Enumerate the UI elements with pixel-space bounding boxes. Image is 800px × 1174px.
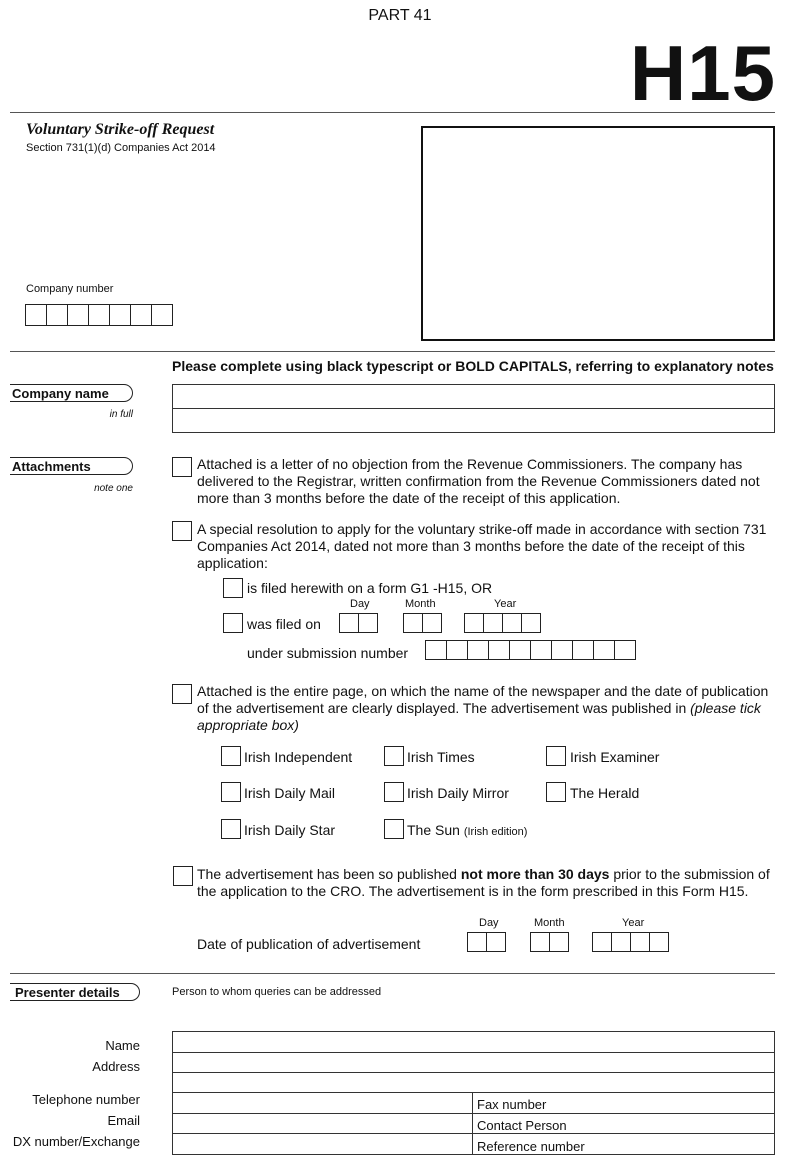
digit-cell[interactable] [151, 304, 173, 326]
newspaper-page-checkbox[interactable] [172, 684, 192, 704]
filed-year-field[interactable] [464, 613, 541, 633]
email-label: Email [107, 1113, 140, 1128]
newspaper-page-text [197, 683, 775, 734]
year-cell[interactable] [502, 613, 522, 633]
pub-day-label: Day [479, 917, 499, 929]
filed-month-field[interactable] [403, 613, 442, 633]
revenue-letter-checkbox[interactable] [172, 457, 192, 477]
attachments-sublabel: note one [94, 483, 133, 494]
submission-number-label: under submission number [247, 645, 409, 661]
submission-cell[interactable] [593, 640, 615, 660]
irish-times-label: Irish Times [407, 749, 475, 765]
presenter-details-tab: Presenter details [10, 983, 140, 1001]
the-herald-label: The Herald [570, 785, 640, 801]
irish-independent-label: Irish Independent [244, 749, 353, 765]
irish-daily-mail-checkbox[interactable] [221, 782, 241, 802]
irish-daily-mirror-checkbox[interactable] [384, 782, 404, 802]
contact-person-label: Contact Person [477, 1118, 567, 1133]
newspaper-page-main: Attached is the entire page, on which the name of the newspaper and the date of publication of the advertisement are clearly displayed. The advertisement was published in [197, 683, 769, 716]
form-code: H15 [629, 29, 776, 117]
office-stamp-box [421, 126, 775, 341]
digit-cell[interactable] [25, 304, 47, 326]
the-sun-checkbox[interactable] [384, 819, 404, 839]
submission-cell[interactable] [572, 640, 594, 660]
submission-cell[interactable] [509, 640, 531, 660]
filed-herewith-text: is filed herewith on a form G1 -H15, OR [247, 580, 493, 596]
submission-cell[interactable] [614, 640, 636, 660]
name-input[interactable] [173, 1032, 774, 1052]
telephone-label: Telephone number [32, 1092, 140, 1107]
the-sun-label [407, 822, 527, 841]
publication-timing-bold: not more than 30 days [460, 866, 610, 882]
publication-timing-post: prior to the submission of the application to the CRO. The advertisement is in the form prescribed in this Form H15. [197, 866, 770, 899]
month-cell[interactable] [403, 613, 423, 633]
digit-cell[interactable] [67, 304, 89, 326]
digit-cell[interactable] [109, 304, 131, 326]
month-cell[interactable] [422, 613, 442, 633]
pub-month-label: Month [534, 917, 565, 929]
filed-day-field[interactable] [339, 613, 378, 633]
telephone-input[interactable] [173, 1093, 471, 1113]
fax-label: Fax number [477, 1097, 547, 1112]
form-subtitle: Section 731(1)(d) Companies Act 2014 [26, 142, 216, 154]
section-divider [10, 351, 775, 352]
form-title: Voluntary Strike-off Request [26, 121, 215, 138]
the-herald-checkbox[interactable] [546, 782, 566, 802]
email-input[interactable] [173, 1114, 471, 1133]
submission-cell[interactable] [425, 640, 447, 660]
submission-cell[interactable] [488, 640, 510, 660]
instructions: Please complete using black typescript or BOLD CAPITALS, referring to explanatory notes [172, 358, 774, 374]
irish-daily-mirror-label: Irish Daily Mirror [407, 785, 509, 801]
irish-times-checkbox[interactable] [384, 746, 404, 766]
pub-month-field[interactable] [530, 932, 569, 952]
year-cell[interactable] [521, 613, 541, 633]
month-cell[interactable] [549, 932, 569, 952]
digit-cell[interactable] [130, 304, 152, 326]
irish-daily-mail-label: Irish Daily Mail [244, 785, 336, 801]
special-resolution-checkbox[interactable] [172, 521, 192, 541]
submission-cell[interactable] [446, 640, 468, 660]
irish-independent-checkbox[interactable] [221, 746, 241, 766]
publication-timing-pre: The advertisement has been so published [197, 866, 457, 882]
the-sun-edition: (Irish edition) [463, 826, 528, 838]
day-label: Day [350, 598, 370, 610]
attachments-tab: Attachments [10, 457, 133, 475]
day-cell[interactable] [339, 613, 359, 633]
year-label: Year [494, 598, 517, 610]
address-label: Address [92, 1059, 140, 1074]
company-name-sublabel: in full [109, 409, 133, 420]
presenter-divider [10, 973, 775, 974]
digit-cell[interactable] [88, 304, 110, 326]
submission-cell[interactable] [467, 640, 489, 660]
company-number-label: Company number [26, 283, 114, 295]
irish-daily-star-label: Irish Daily Star [244, 822, 336, 838]
year-cell[interactable] [630, 932, 650, 952]
month-cell[interactable] [530, 932, 550, 952]
was-filed-text: was filed on [247, 616, 321, 632]
date-of-publication-label: Date of publication of advertisement [197, 936, 421, 952]
presenter-note: Person to whom queries can be addressed [172, 986, 382, 998]
day-cell[interactable] [358, 613, 378, 633]
publication-timing-checkbox[interactable] [173, 866, 193, 886]
reference-number-label: Reference number [477, 1139, 585, 1154]
year-cell[interactable] [483, 613, 503, 633]
field-divider [172, 408, 775, 409]
dx-input[interactable] [173, 1134, 471, 1154]
publication-timing-text [197, 866, 775, 900]
year-cell[interactable] [592, 932, 612, 952]
year-cell[interactable] [611, 932, 631, 952]
submission-cell[interactable] [551, 640, 573, 660]
dx-label: DX number/Exchange [12, 1134, 140, 1149]
irish-daily-star-checkbox[interactable] [221, 819, 241, 839]
month-label: Month [405, 598, 436, 610]
newspaper-page-note: (please tick appropriate box) [197, 700, 761, 733]
address-input[interactable] [173, 1053, 774, 1092]
filed-herewith-checkbox[interactable] [223, 578, 243, 598]
the-sun-name: The Sun [407, 822, 460, 838]
submission-cell[interactable] [530, 640, 552, 660]
pub-day-field[interactable] [467, 932, 506, 952]
special-resolution-text: A special resolution to apply for the voluntary strike-off made in accordance with section 731 Companies Act 2014, dated not more than 3 months before the date of the receipt of this application: [197, 521, 767, 571]
irish-examiner-label: Irish Examiner [570, 749, 660, 765]
day-cell[interactable] [486, 932, 506, 952]
digit-cell[interactable] [46, 304, 68, 326]
name-label: Name [105, 1038, 140, 1053]
column-divider [472, 1092, 473, 1155]
year-cell[interactable] [464, 613, 484, 633]
company-number-field[interactable] [25, 304, 173, 326]
company-name-tab: Company name [10, 384, 133, 402]
revenue-letter-text: Attached is a letter of no objection from the Revenue Commissioners. The company has delivered to the Registrar, written confirmation from the Revenue Commissioners dated not more than 3 months before the date of the receipt of this application. [197, 456, 760, 506]
header-divider [10, 112, 775, 113]
irish-examiner-checkbox[interactable] [546, 746, 566, 766]
pub-year-label: Year [622, 917, 645, 929]
part-label: PART 41 [368, 7, 432, 24]
day-cell[interactable] [467, 932, 487, 952]
was-filed-checkbox[interactable] [223, 613, 243, 633]
year-cell[interactable] [649, 932, 669, 952]
submission-number-field[interactable] [425, 640, 636, 660]
pub-year-field[interactable] [592, 932, 669, 952]
